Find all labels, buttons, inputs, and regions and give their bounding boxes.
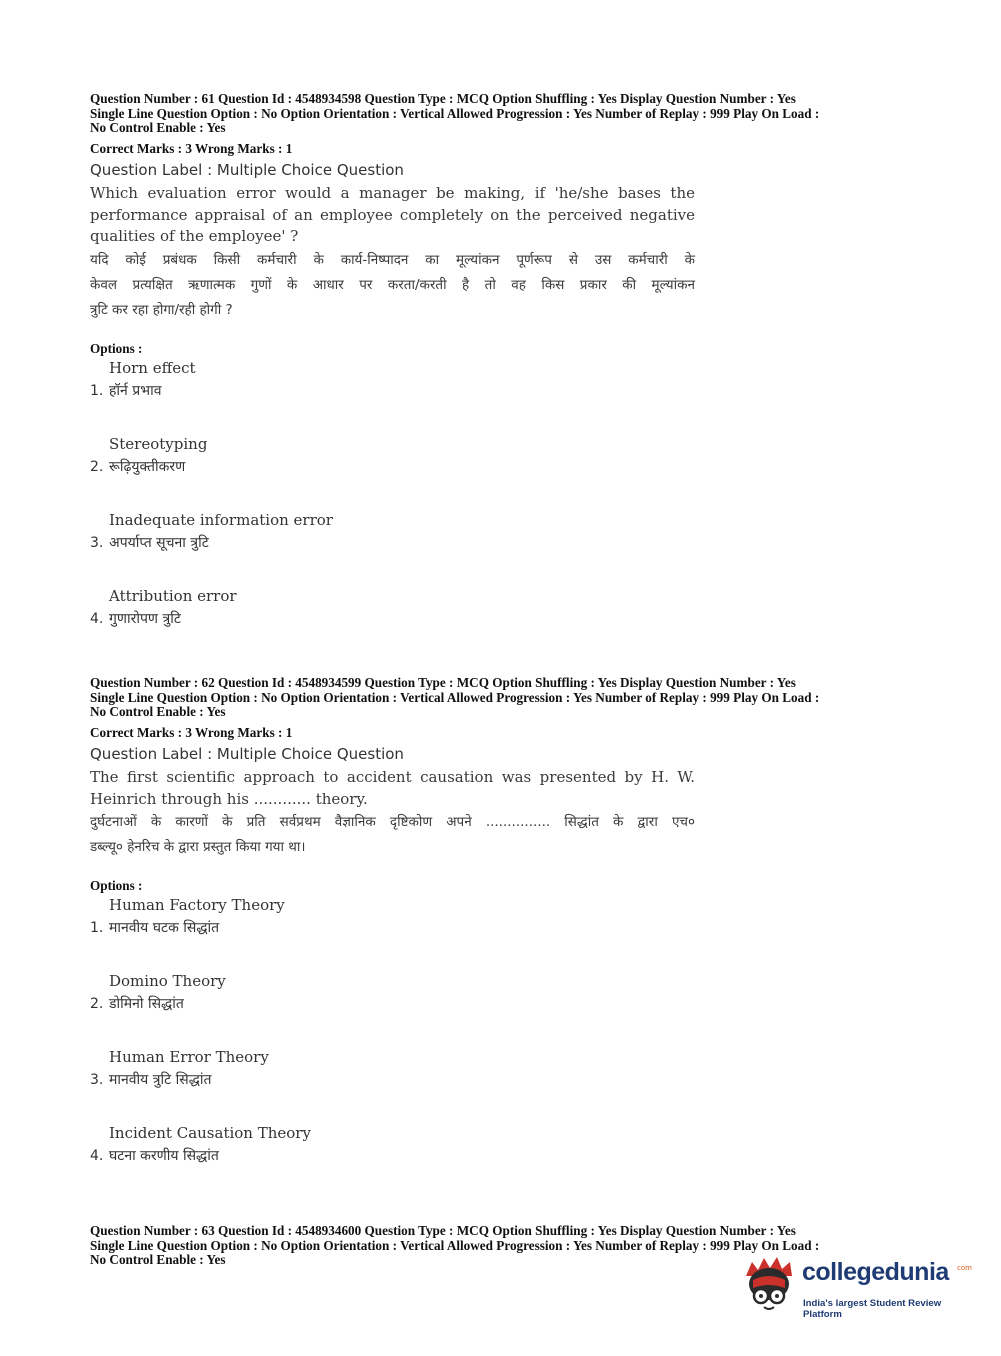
question-61	[90, 92, 920, 661]
question-marks: Correct Marks : 3 Wrong Marks : 1	[90, 140, 293, 156]
option-1[interactable]	[90, 894, 920, 970]
options-list	[90, 894, 920, 1198]
meta-line: Question Number : 61 Question Id : 4548934598 Question Type : MCQ Option Shuffling : Yes Display Question Number : Yes	[90, 91, 796, 106]
option-text-en: Incident Causation Theory	[109, 1124, 311, 1143]
meta-line: No Control Enable : Yes	[90, 1252, 226, 1268]
question-text-hi-line: यदि कोई प्रबंधक किसी कर्मचारी के कार्य-निष्पादन का मूल्यांकन पूर्णरूप से उस कर्मचारी के	[90, 251, 695, 268]
option-text-hi: गुणारोपण त्रुटि	[109, 610, 181, 627]
question-text-en-line: Which evaluation error would a manager be making, if 'he/she bases the	[90, 184, 695, 203]
question-text	[90, 183, 695, 323]
option-text-en: Stereotyping	[109, 434, 208, 453]
option-text-hi: घटना करणीय सिद्धांत	[109, 1148, 219, 1165]
question-text-hi-line: केवल प्रत्यक्षित ऋणात्मक गुणों के आधार पर करता/करती है तो वह किस प्रकार की मूल्यांकन	[90, 276, 695, 293]
logo-dot-com: com	[957, 1264, 972, 1272]
option-text-hi: मानवीय त्रुटि सिद्धांत	[109, 1072, 212, 1089]
question-label: Question Label : Multiple Choice Question	[90, 745, 404, 764]
option-number: 1.	[90, 920, 104, 937]
question-text	[90, 767, 695, 860]
question-text-en-line: The first scientific approach to accident causation was presented by H. W.	[90, 768, 695, 787]
options-label: Options :	[90, 878, 143, 894]
logo-tagline: India's largest Student Review Platform	[803, 1298, 942, 1320]
mascot-icon	[740, 1254, 800, 1314]
option-text-en: Inadequate information error	[109, 510, 333, 529]
option-number: 4.	[90, 1148, 104, 1165]
question-label: Question Label : Multiple Choice Question	[90, 161, 404, 180]
option-1[interactable]	[90, 357, 920, 433]
option-4[interactable]	[90, 585, 920, 661]
option-3[interactable]	[90, 509, 920, 585]
question-text-en-line: performance appraisal of an employee completely on the perceived negative	[90, 205, 695, 224]
option-number: 2.	[90, 996, 104, 1013]
option-2[interactable]	[90, 433, 920, 509]
option-2[interactable]	[90, 970, 920, 1046]
question-text-hi-line: डब्ल्यू० हेनरिच के द्वारा प्रस्तुत किया गया था।	[90, 839, 306, 856]
option-3[interactable]	[90, 1046, 920, 1122]
collegedunia-logo[interactable]	[740, 1254, 972, 1320]
option-text-hi: मानवीय घटक सिद्धांत	[109, 920, 220, 937]
option-text-en: Attribution error	[109, 586, 237, 605]
meta-line: No Control Enable : Yes	[90, 120, 226, 136]
option-text-hi: अपर्याप्त सूचना त्रुटि	[109, 534, 209, 551]
question-meta	[90, 676, 920, 720]
option-text-en: Domino Theory	[109, 972, 226, 991]
option-4[interactable]	[90, 1122, 920, 1198]
question-marks: Correct Marks : 3 Wrong Marks : 1	[90, 724, 293, 740]
options-list	[90, 357, 920, 661]
option-text-en: Human Error Theory	[109, 1048, 269, 1067]
option-text-hi: हॉर्न प्रभाव	[109, 382, 162, 399]
meta-line: Question Number : 63 Question Id : 4548934600 Question Type : MCQ Option Shuffling : Yes Display Question Number : Yes	[90, 1223, 796, 1238]
meta-line: Single Line Question Option : No Option Orientation : Vertical Allowed Progression : Yes Number of Replay : 999 Play On Load :	[90, 689, 820, 705]
question-text-hi-line: दुर्घटनाओं के कारणों के प्रति सर्वप्रथम वैज्ञानिक दृष्टिकोण अपने ............... सिद्धांत के द्वारा एच०	[90, 814, 695, 831]
option-number: 4.	[90, 610, 104, 627]
question-meta	[90, 92, 920, 136]
option-number: 3.	[90, 534, 104, 551]
options-label: Options :	[90, 340, 143, 356]
option-text-en: Horn effect	[109, 358, 196, 377]
option-number: 3.	[90, 1072, 104, 1089]
question-text-hi-line: त्रुटि कर रहा होगा/रही होगी ?	[90, 301, 233, 318]
question-62	[90, 676, 920, 1198]
option-text-hi: रूढ़ियुक्तीकरण	[109, 458, 186, 475]
option-text-hi: डोमिनो सिद्धांत	[109, 996, 184, 1013]
meta-line: Single Line Question Option : No Option Orientation : Vertical Allowed Progression : Yes Number of Replay : 999 Play On Load :	[90, 105, 820, 121]
option-number: 2.	[90, 458, 104, 475]
option-number: 1.	[90, 382, 104, 399]
question-text-en-line: Heinrich through his ............ theory.	[90, 789, 368, 808]
meta-line: No Control Enable : Yes	[90, 704, 226, 720]
meta-line: Single Line Question Option : No Option Orientation : Vertical Allowed Progression : Yes Number of Replay : 999 Play On Load :	[90, 1237, 820, 1253]
option-text-en: Human Factory Theory	[109, 896, 285, 915]
question-text-en-line: qualities of the employee' ?	[90, 227, 299, 246]
logo-wordmark: collegedunia	[802, 1258, 949, 1286]
meta-line: Question Number : 62 Question Id : 4548934599 Question Type : MCQ Option Shuffling : Yes Display Question Number : Yes	[90, 675, 796, 690]
